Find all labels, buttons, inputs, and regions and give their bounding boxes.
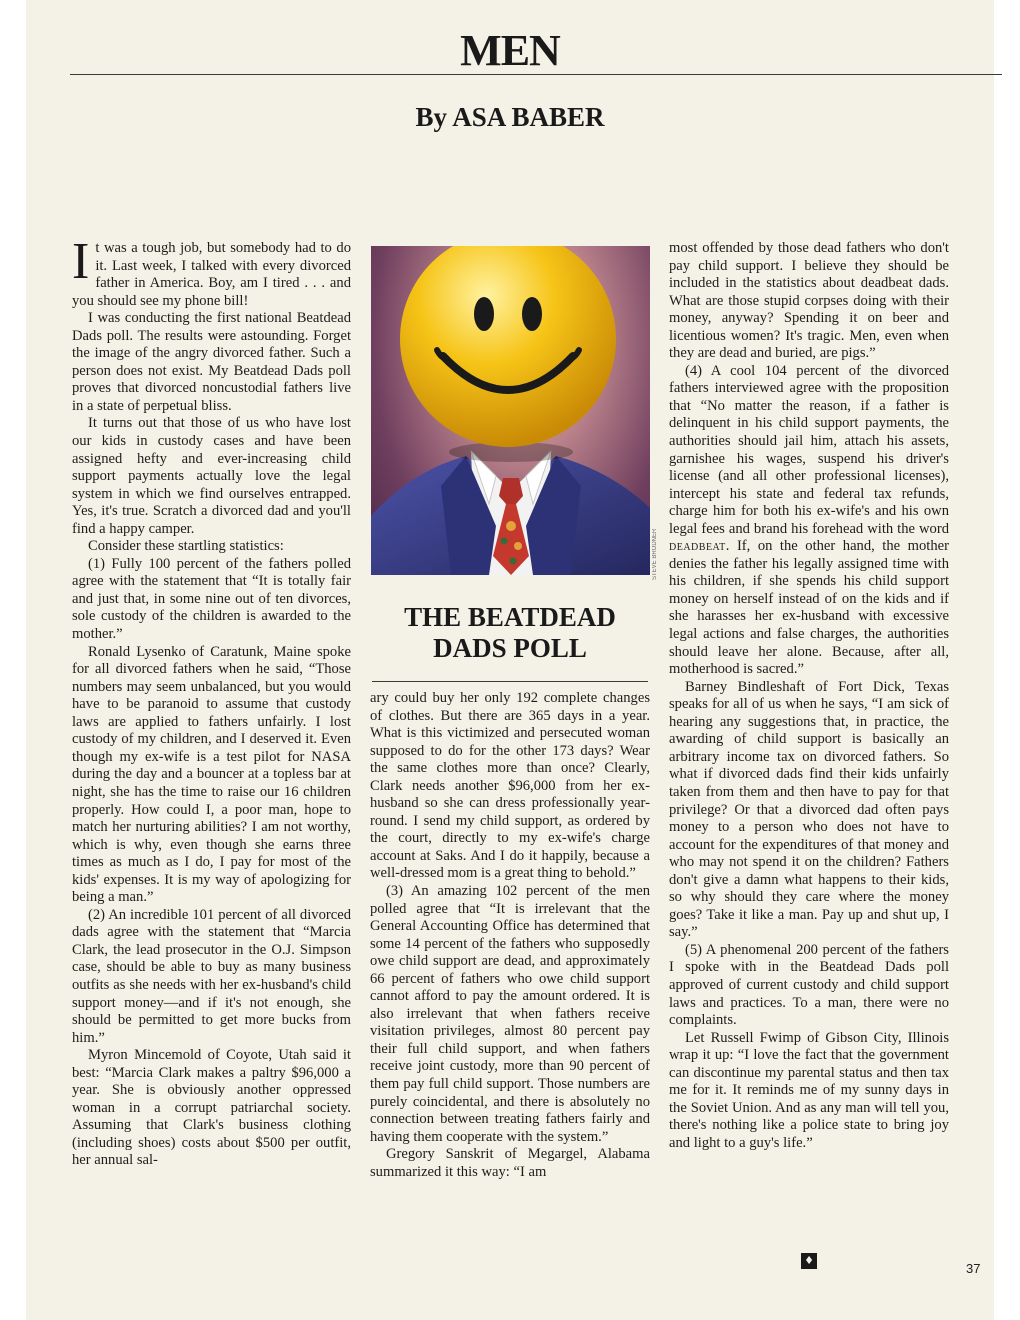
- sidebar-headline: THE BEATDEAD DADS POLL: [404, 602, 616, 663]
- paragraph: Ronald Lysenko of Caratunk, Maine spoke for all divorced fathers when he said, “Those numbers may seem unbalanced, but you would have to be paranoid to assume that custody laws are applied to fathers unfairly. I lost custody of my children, and I deserved it. Even though my ex-wife is a test pilot for NASA during the day and a bouncer at a topless bar at night, she has the time to raise our 16 children properly. How could I, a poor man, hope to match her nurturing abilities? I am not worthy, which is why, even though she earns three times as much as I do, I pay for most of the kids' expenses. It is my way of apologizing for being a man.”: [72, 643, 351, 906]
- paragraph: [72, 233, 351, 310]
- paragraph: (3) An amazing 102 percent of the men polled agree that “It is irrelevant that the General Accounting Office has determined that some 14 percent of the fathers who supposedly owe child support are dead, and approximately 66 percent of fathers who owe child support cannot afford to pay the amount ordered. It is also irrelevant that when fathers receive visitation privileges, almost 80 percent pay their full child support, and when fathers receive joint custody, more than 90 percent of them pay full child support. Those numbers are purely coincidental, and there is absolutely no connection between treating fathers fairly and having them cooperate with the system.”: [370, 883, 650, 1145]
- headline-rule: [372, 681, 648, 682]
- paragraph-text: t was a tough job, but somebody had to do it. Last week, I talked with every divorced father in America. Boy, am I tired . . . and you should see my phone bill!: [72, 240, 351, 309]
- paragraph-text: . If, on the other hand, the mother denies the father his legally assigned time with his children, if she spends his child support money on herself instead of on the kids and if she harasses her ex-husband with excessive legal actions and false charges, the authorities should leave her alone. Because, after all, motherhood is sacred.”: [669, 538, 949, 678]
- paragraph: Consider these startling statistics:: [88, 538, 284, 555]
- deadbeat-word: deadbeat: [669, 538, 726, 555]
- article-column-3: [669, 240, 949, 1152]
- paragraph: (2) An incredible 101 percent of all divorced dads agree with the statement that “Marcia Clark, the lead prosecutor in the O.J. Simpson case, should be able to buy as many business outfits as she needs with her ex-husband's child support money—and if it's not enough, she should be permitted to get more bucks from him.”: [72, 906, 351, 1046]
- paragraph: (1) Fully 100 percent of the fathers polled agree with the statement that “It is totally fair and just that, in some nine out of ten divorces, sole custody of the children is awarded to the mother.”: [72, 555, 351, 643]
- paragraph: ary could buy her only 192 complete changes of clothes. But there are 365 days in a year. What is this victimized and persecuted woman supposed to do for the other 173 days? Wear the same clothes more than once? Clearly, Clark needs another $96,000 from her ex-husband so she can dress professionally year-round. I send my child support, as ordered by the court, directly to my ex-wife's charge account at Saks. And I do it happily, because a well-dressed mom is a great thing to behold.”: [370, 690, 650, 882]
- illustration-svg: [371, 246, 650, 575]
- paragraph: Let Russell Fwimp of Gibson City, Illinois wrap it up: “I love the fact that the government can discontinue my parental status and then tax me for it. It reminds me of my sunny days in the Soviet Union. And as any man will tell you, there's nothing like a police state to bring joy and light to a guy's life.”: [669, 1029, 949, 1151]
- magazine-page: [26, 0, 994, 1320]
- paragraph: [669, 363, 949, 679]
- paragraph: It turns out that those of us who have lost our kids in custody cases and have been assigned hefty and ever-increasing child support payments actually love the legal system in which we find ourselves entrapped. Yes, it's true. Scratch a divorced dad and you'll find a happy camper.: [72, 415, 351, 537]
- photo-credit: STEVE BRODNER: [652, 528, 658, 580]
- paragraph: Myron Mincemold of Coyote, Utah said it best: “Marcia Clark makes a paltry $96,000 a year. She is obviously another oppressed woman in a corrupt patriarchal society. Assuming that Clark's business clothing (including shoes) costs about $500 per outfit, her annual sal-: [72, 1047, 351, 1169]
- page-number: 37: [966, 1261, 981, 1276]
- paragraph: Gregory Sanskrit of Megargel, Alabama summarized it this way: “I am: [370, 1146, 650, 1180]
- header-rule: [70, 74, 1002, 75]
- rabbit-head-end-icon: ♦: [801, 1253, 817, 1269]
- smiley-face: [400, 246, 616, 447]
- paragraph: I was conducting the first national Beatdead Dads poll. The results were astounding. Forget the image of the angry divorced father. Such a person does not exist. My Beatdead Dads poll proves that divorced noncustodial fathers live in a state of perpetual bliss.: [72, 310, 351, 414]
- paragraph: (5) A phenomenal 200 percent of the fathers I spoke with in the Beatdead Dads poll approved of current custody and child support laws and practices. To a man, there were no complaints.: [669, 941, 949, 1029]
- paragraph: Barney Bindleshaft of Fort Dick, Texas speaks for all of us when he says, “I am sick of hearing any suggestions that, in practice, the awarding of child support is basically an arbitrary income tax on divorced fathers. So what if divorced dads find their kids unfairly taken from them and then have to pay for that privilege? Or that a divorced dad often pays money to a person who does not have to account for the expenditures of that money and who may not spend it on the children? Fathers don't give a damn what happens to their kids, so why should they care where the money goes? Take it like a man. Pay up and shut up, I say.”: [669, 678, 949, 941]
- article-column-2: [370, 690, 650, 1181]
- byline: By ASA BABER: [415, 102, 605, 132]
- drop-cap: I: [72, 233, 90, 290]
- paragraph-text: (4) A cool 104 percent of the divorced fathers interviewed agree with the proposition that “No matter the reason, if a father is delinquent in his child support payments, the authorities should jail him, attach his assets, garnishee his wages, suspend his driver's license (and all other professional licenses), intercept his state and federal tax refunds, charge him for both his ex-wife's and his own legal fees and brand his forehead with the word: [669, 362, 949, 537]
- smiley-businessman-illustration: [371, 246, 650, 575]
- article-column-1: [72, 233, 351, 1170]
- section-title: MEN: [460, 26, 560, 75]
- paragraph: most offended by those dead fathers who don't pay child support. I believe they should be included in the statistics about deadbeat dads. What are those stupid corpses doing with their money, anyway? Spending it on beer and licentious women? It's tragic. Men, even when they are dead and buried, are pigs.”: [669, 240, 949, 362]
